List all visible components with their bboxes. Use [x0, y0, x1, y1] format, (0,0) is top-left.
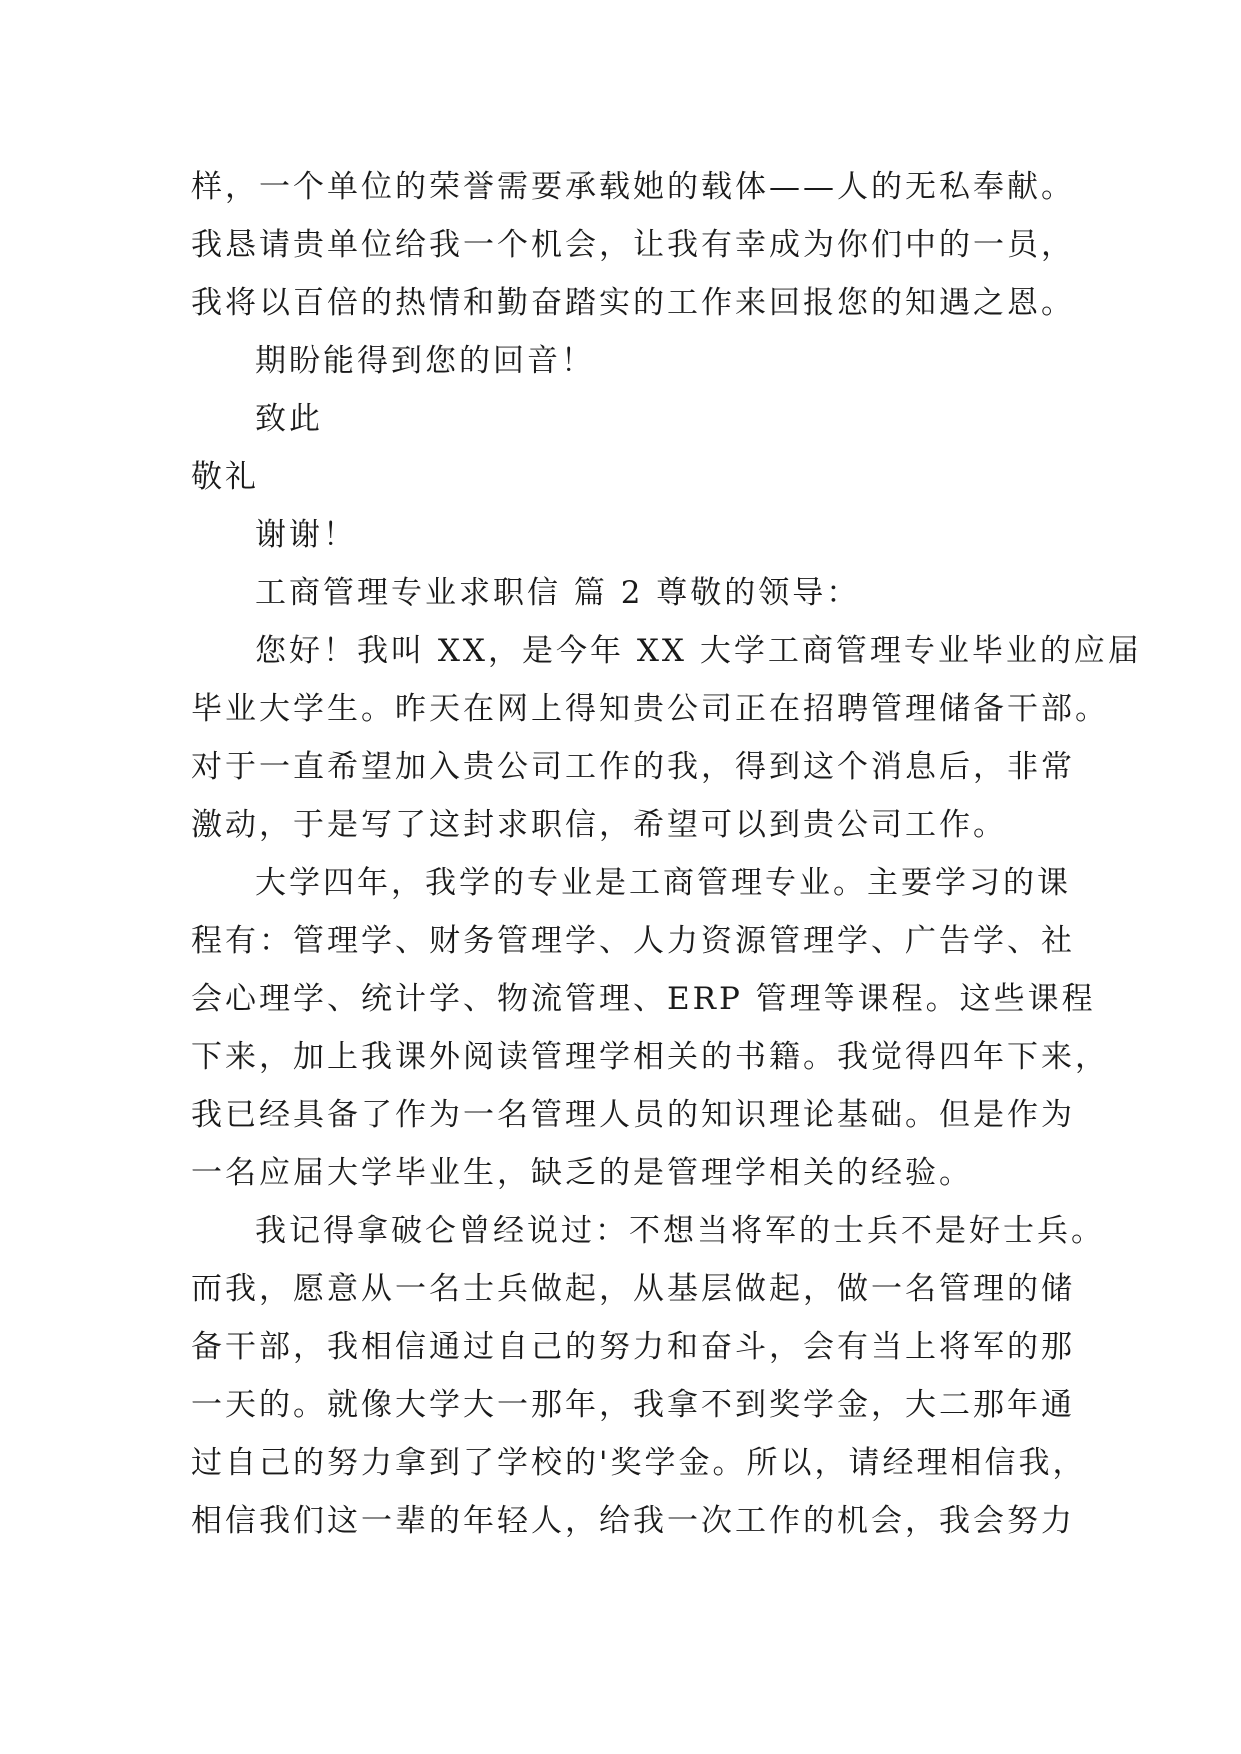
text-line: 毕业大学生。昨天在网上得知贵公司正在招聘管理储备干部。 [191, 691, 1109, 727]
document-body [191, 158, 1142, 1550]
text-line: 谢谢！ [255, 517, 357, 553]
text-line: 我已经具备了作为一名管理人员的知识理论基础。但是作为 [191, 1097, 1075, 1133]
text-line: 下来，加上我课外阅读管理学相关的书籍。我觉得四年下来， [191, 1039, 1109, 1075]
closing-regards: 敬礼 [191, 459, 259, 495]
text-line: 会心理学、统计学、物流管理、ERP 管理等课程。这些课程 [191, 981, 1096, 1017]
text-line: 一天的。就像大学大一那年，我拿不到奖学金，大二那年通 [191, 1387, 1075, 1423]
text-line: 我记得拿破仑曾经说过：不想当将军的士兵不是好士兵。 [255, 1213, 1105, 1249]
text-line: 相信我们这一辈的年轻人，给我一次工作的机会，我会努力 [191, 1503, 1075, 1539]
section-heading: 工商管理专业求职信 篇 2 尊敬的领导： [255, 575, 861, 611]
text-line: 一名应届大学毕业生，缺乏的是管理学相关的经验。 [191, 1155, 973, 1191]
text-line: 程有：管理学、财务管理学、人力资源管理学、广告学、社 [191, 923, 1075, 959]
text-line: 期盼能得到您的回音！ [255, 343, 595, 379]
text-line: 而我，愿意从一名士兵做起，从基层做起，做一名管理的储 [191, 1271, 1075, 1307]
text-line: 您好！我叫 XX，是今年 XX 大学工商管理专业毕业的应届 [255, 633, 1142, 669]
text-line: 备干部，我相信通过自己的努力和奋斗，会有当上将军的那 [191, 1329, 1075, 1365]
text-line: 我恳请贵单位给我一个机会，让我有幸成为你们中的一员， [191, 227, 1075, 263]
text-line: 对于一直希望加入贵公司工作的我，得到这个消息后，非常 [191, 749, 1075, 785]
text-line: 激动，于是写了这封求职信，希望可以到贵公司工作。 [191, 807, 1007, 843]
text-line: 样，一个单位的荣誉需要承载她的载体——人的无私奉献。 [191, 169, 1075, 205]
closing-salutation: 致此 [255, 401, 323, 437]
text-line: 大学四年，我学的专业是工商管理专业。主要学习的课 [255, 865, 1071, 901]
text-line: 过自己的努力拿到了学校的'奖学金。所以，请经理相信我， [191, 1445, 1087, 1481]
text-line: 我将以百倍的热情和勤奋踏实的工作来回报您的知遇之恩。 [191, 285, 1075, 321]
